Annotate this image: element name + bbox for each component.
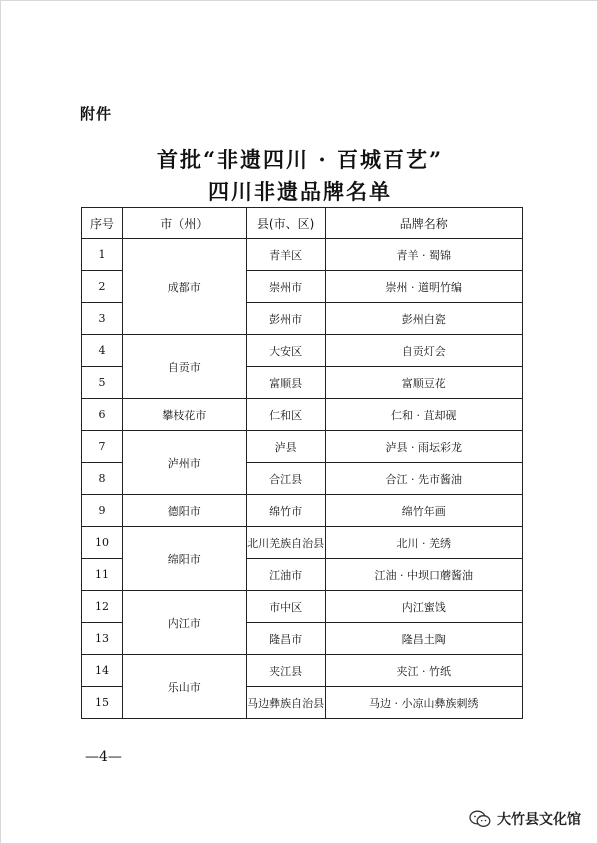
table-row — [82, 431, 523, 463]
table-row — [82, 527, 523, 559]
table-body — [82, 239, 523, 719]
row-number: 3 — [82, 303, 123, 335]
city-cell: 绵阳市 — [122, 527, 246, 591]
county-cell: 青羊区 — [246, 239, 325, 271]
city-cell: 攀枝花市 — [122, 399, 246, 431]
county-cell: 绵竹市 — [246, 495, 325, 527]
header-brand: 品牌名称 — [325, 208, 523, 239]
row-number: 2 — [82, 271, 123, 303]
brand-cell: 彭州白瓷 — [325, 303, 523, 335]
county-cell: 富顺县 — [246, 367, 325, 399]
table-row — [82, 399, 523, 431]
row-number: 13 — [82, 623, 123, 655]
row-number: 12 — [82, 591, 123, 623]
row-number: 5 — [82, 367, 123, 399]
header-city: 市（州） — [122, 208, 246, 239]
document-title: 首批“非遗四川 · 百城百艺” — [156, 147, 444, 172]
wechat-icon — [469, 810, 491, 828]
city-cell: 自贡市 — [122, 335, 246, 399]
page-number: —4— — [85, 749, 122, 765]
city-cell: 内江市 — [122, 591, 246, 655]
row-number: 8 — [82, 463, 123, 495]
county-cell: 江油市 — [246, 559, 325, 591]
county-cell: 仁和区 — [246, 399, 325, 431]
brand-cell: 合江 · 先市酱油 — [325, 463, 523, 495]
watermark-text: 大竹县文化馆 — [497, 812, 581, 828]
city-cell: 德阳市 — [122, 495, 246, 527]
row-number: 11 — [82, 559, 123, 591]
watermark — [469, 809, 581, 829]
row-number: 6 — [82, 399, 123, 431]
document-subtitle: 四川非遗品牌名单 — [208, 179, 392, 204]
row-number: 9 — [82, 495, 123, 527]
county-cell: 市中区 — [246, 591, 325, 623]
row-number: 7 — [82, 431, 123, 463]
county-cell: 合江县 — [246, 463, 325, 495]
brand-list-table — [81, 207, 523, 719]
row-number: 15 — [82, 687, 123, 719]
table-row — [82, 495, 523, 527]
brand-cell: 泸县 · 雨坛彩龙 — [325, 431, 523, 463]
brand-cell: 自贡灯会 — [325, 335, 523, 367]
table-row — [82, 335, 523, 367]
header-no: 序号 — [82, 208, 123, 239]
brand-cell: 马边 · 小凉山彝族刺绣 — [325, 687, 523, 719]
table-row — [82, 591, 523, 623]
city-cell: 乐山市 — [122, 655, 246, 719]
county-cell: 彭州市 — [246, 303, 325, 335]
city-cell: 成都市 — [122, 239, 246, 335]
row-number: 4 — [82, 335, 123, 367]
county-cell: 崇州市 — [246, 271, 325, 303]
brand-cell: 仁和 · 苴却砚 — [325, 399, 523, 431]
brand-cell: 崇州 · 道明竹编 — [325, 271, 523, 303]
table-row — [82, 655, 523, 687]
row-number: 10 — [82, 527, 123, 559]
table-header-row — [82, 208, 523, 239]
row-number: 14 — [82, 655, 123, 687]
header-county: 县(市、区) — [246, 208, 325, 239]
county-cell: 马边彝族自治县 — [246, 687, 325, 719]
county-cell: 泸县 — [246, 431, 325, 463]
brand-cell: 夹江 · 竹纸 — [325, 655, 523, 687]
brand-cell: 绵竹年画 — [325, 495, 523, 527]
brand-cell: 青羊 · 蜀锦 — [325, 239, 523, 271]
table-row — [82, 239, 523, 271]
county-cell: 北川羌族自治县 — [246, 527, 325, 559]
county-cell: 大安区 — [246, 335, 325, 367]
brand-cell: 内江蜜饯 — [325, 591, 523, 623]
row-number: 1 — [82, 239, 123, 271]
city-cell: 泸州市 — [122, 431, 246, 495]
county-cell: 隆昌市 — [246, 623, 325, 655]
brand-cell: 富顺豆花 — [325, 367, 523, 399]
brand-cell: 隆昌土陶 — [325, 623, 523, 655]
attachment-label: 附件 — [80, 105, 113, 123]
brand-cell: 北川 · 羌绣 — [325, 527, 523, 559]
county-cell: 夹江县 — [246, 655, 325, 687]
brand-cell: 江油 · 中坝口蘑酱油 — [325, 559, 523, 591]
